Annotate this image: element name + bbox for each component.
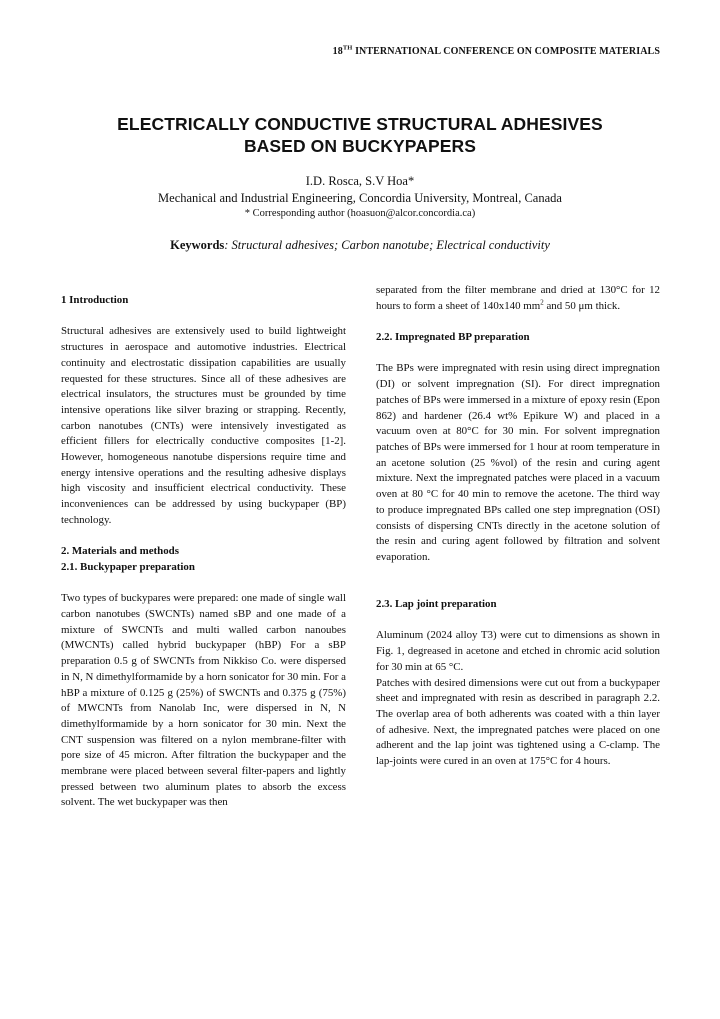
keywords-label: Keywords bbox=[170, 238, 225, 252]
keywords-text: : Structural adhesives; Carbon nanotube; Electrical conductivity bbox=[224, 238, 550, 252]
left-column bbox=[61, 293, 346, 811]
affiliation: Mechanical and Industrial Engineering, Concordia University, Montreal, Canada bbox=[158, 191, 562, 205]
buckypaper-paragraph-continued: separated from the filter membrane and dried at 130°C for 12 hours to form a sheet of 140x140 $mm^2$ and 50 μm thick. bbox=[376, 284, 660, 312]
section-heading-lap-joint: 2.3. Lap joint preparation bbox=[376, 598, 497, 611]
buckypaper-paragraph: Two types of buckypares were prepared: one made of single wall carbon nanotubes (SWCNTs) named sBP and one made of a mixture of SWCNTs and multi walled carbon nanoubes (MWCNTs) called hybrid buckypaper (hBP) For a sBP preparation 0.5 g of SWCNTs from Nikkiso Co. were dispersed in N, N dimethylformamide by a horn sonicator for 30 min. For a hBP a mixture of 0.125 g (25%) of SWCNTs and 0.375 g (75%) of MWCNTs from Nanolab Inc, were dispersed in N, N dimethylformamide by a horn sonicator for 30 min. Next the CNT suspension was filtered on a nylon membrane-filter with pore size of 45 micron. After filtration the buckypaper and the membrane were placed between several filter-papers and lightly pressed between two aluminum plates to absorb the excess solvent. The wet buckypaper was then bbox=[61, 592, 346, 809]
lap-joint-paragraph-2: Patches with desired dimensions were cut out from a buckypaper sheet and impregnated with resin as described in paragraph 2.2. The overlap area of both adherents was coated with a thin layer of adhesive. Next, the impregnated patches were placed on one adherent and the lap joint was tightened using a C-clamp. The lap-joints were cured in an oven at 175°C for 4 hours. bbox=[376, 676, 660, 768]
impregnation-paragraph: The BPs were impregnated with resin using direct impregnation (DI) or solvent impregnation (SI). For direct impregnation patches of BPs were immersed in a mixture of epoxy resin (Epon 862) and hardener (26.4 wt% Epikure W) and placed in a vacuum oven at 80°C for 30 min. For solvent impregnation patches of BPs were immersed for 1 hour at room temperature in an acetone solution (25 %vol) of the resin and curing agent mixture. Next the impregnated patches were placed in a vacuum oven at 80 °C for 40 min to remove the acetone. The third way to produce impregnated BPs called one step impregnation (OSI) consists of dispersing CNTs directly in the acetone solution of the resin and curing agent followed by filtration and solvent evaporation. bbox=[376, 362, 660, 563]
keywords bbox=[0, 238, 720, 253]
title-line-1: ELECTRICALLY CONDUCTIVE STRUCTURAL ADHESIVES bbox=[117, 114, 603, 134]
paper-title bbox=[0, 113, 720, 157]
introduction-paragraph: Structural adhesives are extensively used to build lightweight structures in aerospace and automotive industries. Electrical continuity and electrostatic dissipation capabilities are usually requested for these structures. Since all of these adhesives are electrical insulators, the structures must be grounded by time intensive operations like silver brazing or strapping. Recently, carbon nanotubes (CNTs) were intensively investigated as efficient fillers for electrically conductive composites [1-2]. However, homogeneous nanotube dispersions require time and energy intensive operations and the resulting adhesive displays high viscosity and insufficient electrical conductivity. These inconveniences can be addressed by using buckypaper (BP) technology. bbox=[61, 325, 346, 526]
title-line-2: BASED ON BUCKYPAPERS bbox=[243, 136, 477, 156]
section-heading-introduction: 1 Introduction bbox=[61, 294, 129, 306]
right-column bbox=[376, 283, 660, 770]
section-heading-materials: 2. Materials and methods bbox=[61, 545, 179, 558]
running-header bbox=[0, 41, 720, 59]
conference-name: 18TH INTERNATIONAL CONFERENCE ON COMPOSITE MATERIALS bbox=[332, 44, 660, 57]
section-heading-buckypaper: 2.1. Buckypaper preparation bbox=[61, 560, 195, 573]
authors: I.D. Rosca, S.V Hoa* bbox=[305, 174, 415, 188]
lap-joint-paragraph-1: Aluminum (2024 alloy T3) were cut to dimensions as shown in Fig. 1, degreased in acetone and etched in chromic acid solution for 30 min at 65 °C. bbox=[376, 629, 660, 673]
corresponding-author: * Corresponding author (hoasuon@alcor.concordia.ca) bbox=[244, 208, 476, 219]
section-heading-impregnated: 2.2. Impregnated BP preparation bbox=[376, 331, 530, 344]
